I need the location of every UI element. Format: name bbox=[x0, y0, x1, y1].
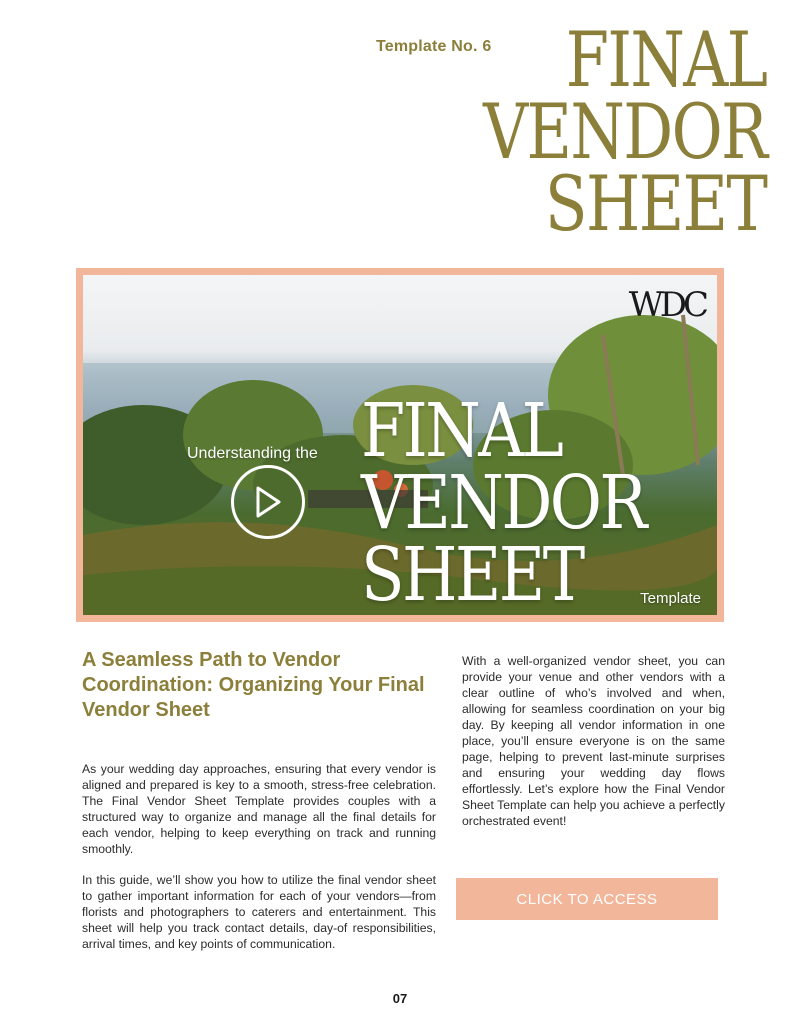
page-title-line-2: VENDOR bbox=[482, 87, 766, 176]
video-subtitle: Template bbox=[640, 590, 701, 607]
video-player[interactable] bbox=[83, 275, 717, 615]
video-title bbox=[361, 388, 645, 615]
video-kicker: Understanding the bbox=[187, 445, 318, 462]
article-paragraph-3: With a well-organized vendor sheet, you can provide your venue and other vendors with a clear outline of who’s involved and when, allowing for seamless coordination on your big day. By keeping all vendor information in one place, you’ll ensure everyone is on the same page, helping to prevent last-minute surprises and ensuring your wedding day flows effortlessly. Let’s explore how the Final Vendor Sheet Template can help you achieve a perfectly orchestrated event! bbox=[462, 654, 725, 828]
article-paragraph-2: In this guide, we’ll show you how to utilize the final vendor sheet to gather important information for each of your vendors—from florists and photographers to caterers and entertainment. This sheet will help you track contact details, day-of responsibilities, arrival times, and key points of communication. bbox=[82, 873, 436, 951]
page-title bbox=[482, 15, 766, 248]
template-label: Template No. 6 bbox=[376, 38, 492, 55]
page-title-line-3: SHEET bbox=[544, 159, 766, 248]
play-icon bbox=[253, 485, 283, 519]
page-title-line-1: FINAL bbox=[565, 15, 766, 104]
page-number: 07 bbox=[392, 991, 408, 1006]
video-title-line-2: VENDOR bbox=[361, 460, 645, 546]
article-heading: A Seamless Path to Vendor Coordination: Organizing Your Final Vendor Sheet bbox=[82, 649, 425, 721]
video-frame bbox=[76, 268, 724, 622]
video-title-line-1: FINAL bbox=[361, 388, 562, 474]
play-button[interactable] bbox=[231, 465, 305, 539]
wdc-logo: WDC bbox=[628, 285, 705, 325]
video-title-line-3: SHEET bbox=[361, 532, 583, 615]
article-paragraph-1: As your wedding day approaches, ensuring that every vendor is aligned and prepared is key to a smooth, stress-free celebration. The Final Vendor Sheet Template provides couples with a structured way to organize and manage all the final details for each vendor, helping to keep everything on track and running smoothly. bbox=[82, 762, 436, 856]
click-to-access-button[interactable]: CLICK TO ACCESS bbox=[456, 878, 718, 920]
